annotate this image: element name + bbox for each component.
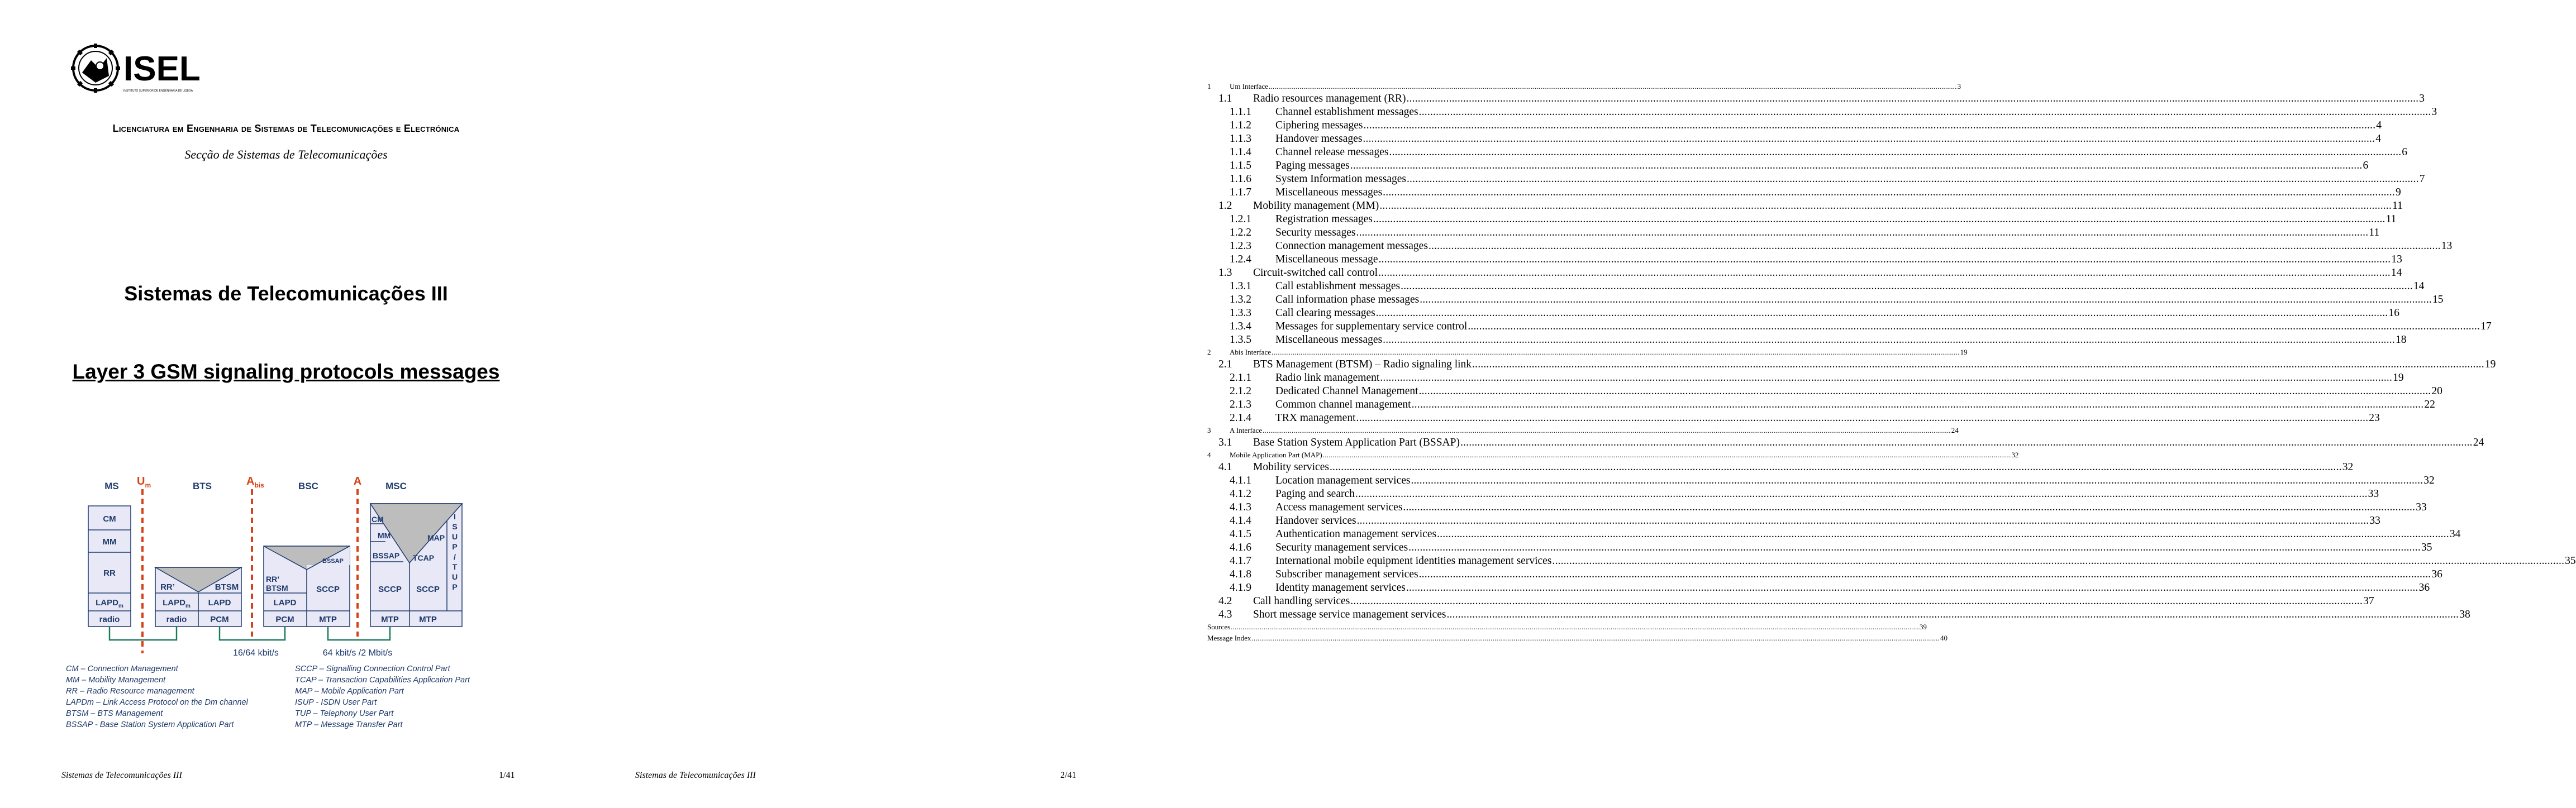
toc-entry-number: 1.3.4: [1230, 321, 1251, 332]
toc-entry-number: 4: [1207, 451, 1211, 459]
toc-entry-label: System Information messages: [1275, 173, 1406, 185]
toc-dot-leader: [1376, 307, 2388, 320]
toc-entry-page: 23: [2369, 412, 2380, 424]
toc-entry[interactable]: [1207, 186, 2401, 199]
toc-entry[interactable]: [1207, 450, 2019, 461]
toc-entry-number: 4.1.4: [1230, 515, 1251, 527]
toc-entry[interactable]: [1207, 514, 2380, 528]
toc-entry-label: Connection management messages: [1275, 240, 1428, 252]
legend-left-0: CM – Connection Management: [66, 664, 178, 673]
toc-entry-page: 38: [2459, 609, 2470, 620]
toc-dot-leader: [1251, 633, 1940, 644]
toc-entry-number: 1.3.1: [1230, 280, 1251, 292]
toc-entry-label: Common channel management: [1275, 399, 1411, 410]
msc-layer-mm: MM: [378, 531, 391, 540]
toc-entry-page: 4: [2375, 133, 2381, 145]
toc-entry-number: 1.1.5: [1230, 160, 1251, 171]
toc-entry-label: Call handling services: [1253, 595, 1350, 607]
toc-entry-page: 33: [2416, 501, 2427, 513]
toc-entry-label: Message Index: [1207, 634, 1251, 642]
toc-entry-number: 1.3.3: [1230, 307, 1251, 319]
toc-entry-number: 1.3: [1218, 267, 1232, 279]
toc-entry[interactable]: [1207, 528, 2461, 541]
ms-layer-cm: CM: [103, 514, 116, 524]
toc-entry[interactable]: [1207, 293, 2444, 307]
toc-entry-label: TRX management: [1275, 412, 1356, 424]
toc-entry-label: Channel establishment messages: [1275, 106, 1418, 118]
toc-entry-number: 2.1.1: [1230, 372, 1251, 384]
toc-entry-page: 13: [2391, 254, 2402, 265]
bsc-layer-rr: RR’: [266, 575, 280, 584]
toc-dot-leader: [1356, 412, 2369, 425]
bts-layer-rr: RR’: [160, 582, 175, 592]
toc-dot-leader: [1406, 581, 2418, 595]
toc-entry-page: 34: [2449, 528, 2461, 540]
toc-entry[interactable]: [1207, 146, 2408, 159]
toc-entry[interactable]: [1207, 398, 2435, 412]
ms-layer-rr: RR: [103, 568, 116, 578]
toc-entry-page: 24: [2473, 437, 2484, 448]
toc-entry[interactable]: [1207, 213, 2397, 226]
legend-left-5: BSSAP - Base Station System Application Part: [66, 720, 234, 729]
svg-text:P: P: [452, 542, 458, 551]
toc-entry-number: 1.1.2: [1230, 119, 1251, 131]
msc-layer-map: MAP: [427, 533, 445, 542]
toc-entry-page: 7: [2419, 173, 2425, 185]
msc-layer-mtp-1: MTP: [381, 615, 399, 624]
toc-entry-number: 4.2: [1218, 595, 1232, 607]
toc-dot-leader: [1406, 92, 2418, 106]
toc-entry-label: Miscellaneous messages: [1275, 187, 1383, 198]
interface-a: A: [353, 475, 362, 487]
toc-entry-label: Messages for supplementary service control: [1275, 321, 1468, 332]
toc-entry[interactable]: [1207, 280, 2425, 293]
toc-entry[interactable]: [1207, 461, 2354, 474]
interface-um: $U_m$: [137, 475, 151, 489]
toc-dot-leader: [1373, 213, 2385, 226]
toc-entry[interactable]: [1207, 333, 2407, 347]
toc-entry-page: 4: [2376, 119, 2382, 131]
toc-entry-label: Mobility management (MM): [1253, 200, 1379, 212]
toc-entry[interactable]: [1207, 81, 1961, 92]
toc-entry[interactable]: [1207, 173, 2425, 186]
toc-entry-page: 32: [2011, 451, 2019, 459]
toc-entry-number: 1.1.1: [1230, 106, 1251, 118]
toc-entry-number: 2.1: [1218, 358, 1232, 370]
toc-entry-page: 22: [2424, 399, 2435, 410]
svg-text:T: T: [452, 562, 458, 571]
toc-entry-label: Authentication management services: [1275, 528, 1437, 540]
node-bts: BTS: [193, 481, 212, 491]
node-msc: MSC: [385, 481, 407, 491]
toc-entry-number: 2.1.4: [1230, 412, 1251, 424]
toc-dot-leader: [1419, 385, 2431, 398]
toc-dot-leader: [1383, 186, 2395, 199]
toc-entry-label: Handover services: [1275, 515, 1356, 527]
footer-title-page-2: Sistemas de Telecomunicações III: [635, 771, 756, 780]
toc-dot-leader: [1468, 320, 2480, 333]
toc-dot-leader: [1383, 333, 2395, 347]
toc-entry-number: 4.1.6: [1230, 542, 1251, 553]
toc-entry-label: International mobile equipment identities management services: [1275, 555, 1552, 567]
toc-entry-label: Circuit-switched call control: [1253, 267, 1378, 279]
toc-entry-page: 37: [2363, 595, 2374, 607]
toc-entry-number: 1: [1207, 82, 1211, 90]
toc-entry-number: 4.1: [1218, 461, 1232, 473]
toc-entry-page: 20: [2431, 385, 2442, 397]
toc-entry-number: 4.1.3: [1230, 501, 1251, 513]
toc-entry[interactable]: [1207, 621, 1927, 633]
toc-entry[interactable]: [1207, 608, 2470, 621]
toc-dot-leader: [1407, 173, 2419, 186]
toc-entry-label: BTS Management (BTSM) – Radio signaling link: [1253, 358, 1472, 370]
toc-dot-leader: [1389, 146, 2402, 159]
toc-dot-leader: [1401, 280, 2413, 293]
toc-entry[interactable]: [1207, 568, 2442, 581]
ms-layer-mm: MM: [102, 537, 117, 547]
toc-entry[interactable]: [1207, 436, 2484, 450]
toc-entry-page: 11: [2392, 200, 2403, 212]
legend-left-3: LAPDm – Link Access Protocol on the Dm channel: [66, 698, 248, 707]
toc-entry-label: Call information phase messages: [1275, 294, 1420, 305]
legend-right-1: TCAP – Transaction Capabilities Application Part: [295, 676, 470, 685]
toc-entry-label: Abis Interface: [1230, 348, 1271, 356]
toc-entry-label: Paging messages: [1275, 160, 1350, 171]
toc-entry-page: 6: [2363, 160, 2369, 171]
toc-entry[interactable]: [1207, 412, 2380, 425]
toc-dot-leader: [1437, 528, 2449, 541]
toc-entry-number: 4.1.5: [1230, 528, 1251, 540]
toc-entry[interactable]: [1207, 253, 2402, 266]
toc-entry[interactable]: [1207, 425, 1959, 436]
toc-entry-page: 35: [2565, 555, 2576, 567]
bsc-layer-bssap: BSSAP: [322, 558, 344, 565]
toc-dot-leader: [1330, 461, 2342, 474]
legend-right-4: TUP – Telephony User Part: [295, 709, 394, 718]
toc-entry[interactable]: [1207, 307, 2399, 320]
toc-entry-page: 32: [2342, 461, 2354, 473]
toc-dot-leader: [1323, 450, 2011, 461]
toc-entry-page: 33: [2368, 488, 2379, 500]
msc-layer-sccp-2: SCCP: [416, 585, 440, 594]
toc-dot-leader: [1364, 119, 2376, 132]
gsm-protocol-stack-diagram: [61, 469, 508, 737]
toc-dot-leader: [1380, 371, 2392, 385]
toc-entry[interactable]: [1207, 633, 1948, 644]
toc-entry-label: Identity management services: [1275, 582, 1406, 594]
toc-entry-label: Radio resources management (RR): [1253, 93, 1406, 104]
toc-entry[interactable]: [1207, 474, 2435, 487]
link-bsc-msc: [328, 627, 390, 640]
toc-entry-number: 4.1.9: [1230, 582, 1251, 594]
toc-entry-label: Base Station System Application Part (BSSAP): [1253, 437, 1460, 448]
toc-entry-page: 15: [2432, 294, 2444, 305]
table-of-contents: [1207, 81, 2576, 644]
toc-entry-number: 1.2: [1218, 200, 1232, 212]
toc-entry-page: 9: [2395, 187, 2401, 198]
toc-entry[interactable]: [1207, 541, 2432, 554]
node-bsc: BSC: [298, 481, 318, 491]
toc-entry-number: 1.2.2: [1230, 227, 1251, 238]
svg-text:P: P: [452, 582, 458, 591]
toc-entry-number: 3: [1207, 426, 1211, 434]
toc-entry-label: Channel release messages: [1275, 146, 1389, 158]
toc-dot-leader: [1403, 501, 2415, 514]
toc-dot-leader: [1408, 541, 2421, 554]
toc-entry-label: Handover messages: [1275, 133, 1363, 145]
page-2: [572, 0, 2576, 808]
toc-entry-page: 3: [1957, 82, 1961, 90]
toc-entry[interactable]: [1207, 320, 2492, 333]
bsc-layer-sccp: SCCP: [316, 585, 340, 594]
svg-text:I: I: [454, 512, 456, 521]
toc-entry-label: Subscriber management services: [1275, 568, 1418, 580]
toc-entry-page: 14: [2413, 280, 2425, 292]
toc-entry-label: Registration messages: [1275, 213, 1373, 225]
course-name: Licenciatura em Engenharia de Sistemas de Telecomunicações e Electrónica: [112, 123, 460, 134]
toc-entry-number: 1.2.4: [1230, 254, 1251, 265]
toc-entry-number: 1.1: [1218, 93, 1232, 104]
msc-layer-mtp-2: MTP: [419, 615, 437, 624]
toc-entry-label: Access management services: [1275, 501, 1403, 513]
toc-entry-page: 6: [2402, 146, 2408, 158]
toc-entry-label: Call establishment messages: [1275, 280, 1401, 292]
toc-dot-leader: [1412, 398, 2424, 412]
toc-entry-label: Paging and search: [1275, 488, 1355, 500]
msc-layer-bssap: BSSAP: [373, 551, 400, 560]
page-1: [0, 0, 572, 808]
legend-left-1: MM – Mobility Management: [66, 676, 166, 685]
toc-dot-leader: [1272, 347, 1960, 358]
toc-entry-label: Miscellaneous message: [1275, 254, 1378, 265]
toc-entry-page: 18: [2395, 334, 2407, 346]
toc-dot-leader: [1472, 358, 2484, 371]
toc-entry-number: 3.1: [1218, 437, 1232, 448]
toc-entry-label: Dedicated Channel Management: [1275, 385, 1418, 397]
toc-entry-page: 16: [2388, 307, 2399, 319]
toc-entry-page: 24: [1951, 426, 1959, 434]
bts-layer-radio: radio: [166, 615, 187, 624]
toc-entry[interactable]: [1207, 240, 2453, 253]
svg-text:U: U: [451, 572, 458, 581]
rate-abis: 16/64 kbit/s: [233, 648, 279, 658]
logo-tagline: INSTITUTO SUPERIOR DE ENGENHARIA DE LISBOA: [123, 89, 193, 93]
toc-entry-page: 19: [1960, 348, 1968, 356]
svg-text:U: U: [451, 532, 458, 541]
gear-emblem-icon: [71, 44, 120, 93]
toc-entry-number: 2: [1207, 348, 1211, 356]
toc-dot-leader: [1419, 568, 2431, 581]
toc-entry[interactable]: [1207, 226, 2380, 240]
toc-entry-page: 14: [2391, 267, 2402, 279]
document-title: Sistemas de Telecomunicações III: [124, 282, 448, 305]
toc-entry-page: 3: [2419, 93, 2425, 104]
toc-dot-leader: [1363, 132, 2375, 146]
node-ms: MS: [104, 481, 119, 491]
toc-entry-page: 36: [2418, 582, 2430, 594]
toc-entry[interactable]: [1207, 347, 1968, 358]
toc-entry[interactable]: [1207, 501, 2427, 514]
legend-left-4: BTSM – BTS Management: [66, 709, 163, 718]
toc-entry-number: 1.2.3: [1230, 240, 1251, 252]
toc-entry-number: 1.3.2: [1230, 294, 1251, 305]
toc-entry-label: Call clearing messages: [1275, 307, 1375, 319]
toc-dot-leader: [1356, 226, 2369, 240]
toc-dot-leader: [1263, 425, 1951, 436]
toc-dot-leader: [1350, 595, 2363, 608]
toc-dot-leader: [1231, 621, 1919, 633]
bsc-layer-lapd: LAPD: [273, 598, 297, 608]
toc-dot-leader: [1411, 474, 2423, 487]
isel-logo: [71, 44, 201, 95]
toc-entry-page: 33: [2369, 515, 2380, 527]
toc-entry-page: 19: [2393, 372, 2404, 384]
toc-entry-label: Sources: [1207, 623, 1231, 631]
logo-text: ISEL: [123, 50, 201, 88]
toc-entry-number: 4.1.1: [1230, 475, 1251, 486]
ms-layer-radio: radio: [99, 615, 120, 624]
toc-entry-label: Security management services: [1275, 542, 1408, 553]
toc-entry-label: Mobile Application Part (MAP): [1230, 451, 1322, 459]
toc-entry-label: Mobility services: [1253, 461, 1329, 473]
toc-entry-label: Location management services: [1275, 475, 1411, 486]
rate-a: 64 kbit/s /2 Mbit/s: [322, 648, 393, 658]
toc-entry-label: Security messages: [1275, 227, 1356, 238]
toc-entry[interactable]: [1207, 106, 2437, 119]
toc-entry-number: 4.1.7: [1230, 555, 1251, 567]
toc-entry[interactable]: [1207, 385, 2442, 398]
toc-dot-leader: [1378, 266, 2391, 280]
toc-entry-page: 11: [2385, 213, 2397, 225]
toc-entry[interactable]: [1207, 92, 2425, 106]
toc-entry[interactable]: [1207, 554, 2576, 568]
legend-right-0: SCCP – Signalling Connection Control Part: [295, 664, 450, 673]
toc-dot-leader: [1379, 199, 2392, 213]
toc-dot-leader: [1355, 487, 2368, 501]
toc-entry-page: 11: [2369, 227, 2380, 238]
msc-layer-tcap: TCAP: [413, 553, 435, 562]
toc-dot-leader: [1420, 293, 2432, 307]
toc-entry-number: 1.1.4: [1230, 146, 1251, 158]
toc-entry-page: 40: [1940, 634, 1948, 642]
svg-text:/: /: [454, 552, 456, 561]
bsc-layer-pcm: PCM: [275, 615, 294, 624]
toc-entry[interactable]: [1207, 358, 2496, 371]
toc-entry-label: Miscellaneous messages: [1275, 334, 1383, 346]
toc-entry-label: Um Interface: [1230, 82, 1268, 90]
svg-text:S: S: [452, 522, 458, 531]
toc-entry[interactable]: [1207, 199, 2403, 213]
toc-entry-number: 1.2.1: [1230, 213, 1251, 225]
bsc-layer-btsm: BTSM: [266, 584, 288, 592]
toc-entry-page: 13: [2441, 240, 2453, 252]
toc-entry[interactable]: [1207, 487, 2379, 501]
toc-entry-page: 39: [1919, 623, 1927, 631]
toc-entry[interactable]: [1207, 159, 2369, 173]
toc-entry-number: 1.1.3: [1230, 133, 1251, 145]
toc-dot-leader: [1446, 608, 2459, 621]
toc-dot-leader: [1460, 436, 2473, 450]
toc-entry-number: 2.1.3: [1230, 399, 1251, 410]
toc-entry-number: 4.3: [1218, 609, 1232, 620]
ms-layer-lapdm: $LAPD_m$: [96, 598, 123, 609]
legend-right-2: MAP – Mobile Application Part: [295, 687, 404, 696]
msc-layer-cm: CM: [372, 515, 384, 524]
bts-layer-lapdm: $LAPD_m$: [163, 598, 191, 609]
bsc-layer-mtp: MTP: [319, 615, 337, 624]
bts-layer-pcm: PCM: [210, 615, 229, 624]
toc-entry-number: 2.1.2: [1230, 385, 1251, 397]
toc-entry-page: 3: [2431, 106, 2437, 118]
toc-dot-leader: [1350, 159, 2363, 173]
toc-entry[interactable]: [1207, 266, 2402, 280]
toc-dot-leader: [1379, 253, 2391, 266]
toc-entry[interactable]: [1207, 132, 2381, 146]
toc-entry-page: 32: [2423, 475, 2435, 486]
footer-page-number-2: 2/41: [1060, 771, 1077, 780]
toc-entry-number: 1.1.7: [1230, 187, 1251, 198]
toc-dot-leader: [1419, 106, 2431, 119]
toc-dot-leader: [1357, 514, 2369, 528]
bts-layer-btsm: BTSM: [215, 582, 239, 592]
footer-title-page-1: Sistemas de Telecomunicações III: [61, 771, 182, 780]
toc-entry-page: 36: [2431, 568, 2442, 580]
toc-entry-number: 4.1.8: [1230, 568, 1251, 580]
toc-entry[interactable]: [1207, 119, 2382, 132]
bts-layer-lapd: LAPD: [208, 598, 231, 608]
toc-entry[interactable]: [1207, 371, 2404, 385]
footer-page-number-1: 1/41: [499, 771, 515, 780]
toc-entry-number: 1.1.6: [1230, 173, 1251, 185]
section-name: Secção de Sistemas de Telecomunicações: [184, 147, 388, 161]
toc-entry[interactable]: [1207, 581, 2430, 595]
toc-entry[interactable]: [1207, 595, 2374, 608]
toc-dot-leader: [1429, 240, 2441, 253]
toc-entry-number: 4.1.2: [1230, 488, 1251, 500]
toc-entry-number: 1.3.5: [1230, 334, 1251, 346]
toc-entry-label: Ciphering messages: [1275, 119, 1363, 131]
msc-layer-sccp-1: SCCP: [378, 585, 402, 594]
legend-left-2: RR – Radio Resource management: [66, 687, 194, 696]
legend-right-3: ISUP - ISDN User Part: [295, 698, 377, 707]
interface-abis: $A_{bis}$: [246, 475, 264, 489]
toc-entry-page: 35: [2421, 542, 2432, 553]
toc-entry-page: 19: [2484, 358, 2496, 370]
toc-dot-leader: [1552, 554, 2564, 568]
toc-entry-label: Short message service management services: [1253, 609, 1446, 620]
toc-entry-label: Radio link management: [1275, 372, 1380, 384]
legend-right-5: MTP – Message Transfer Part: [295, 720, 403, 729]
document-subtitle: Layer 3 GSM signaling protocols messages: [72, 360, 500, 383]
toc-dot-leader: [1269, 81, 1957, 92]
toc-entry-page: 17: [2480, 321, 2492, 332]
toc-entry-label: A Interface: [1230, 426, 1263, 434]
